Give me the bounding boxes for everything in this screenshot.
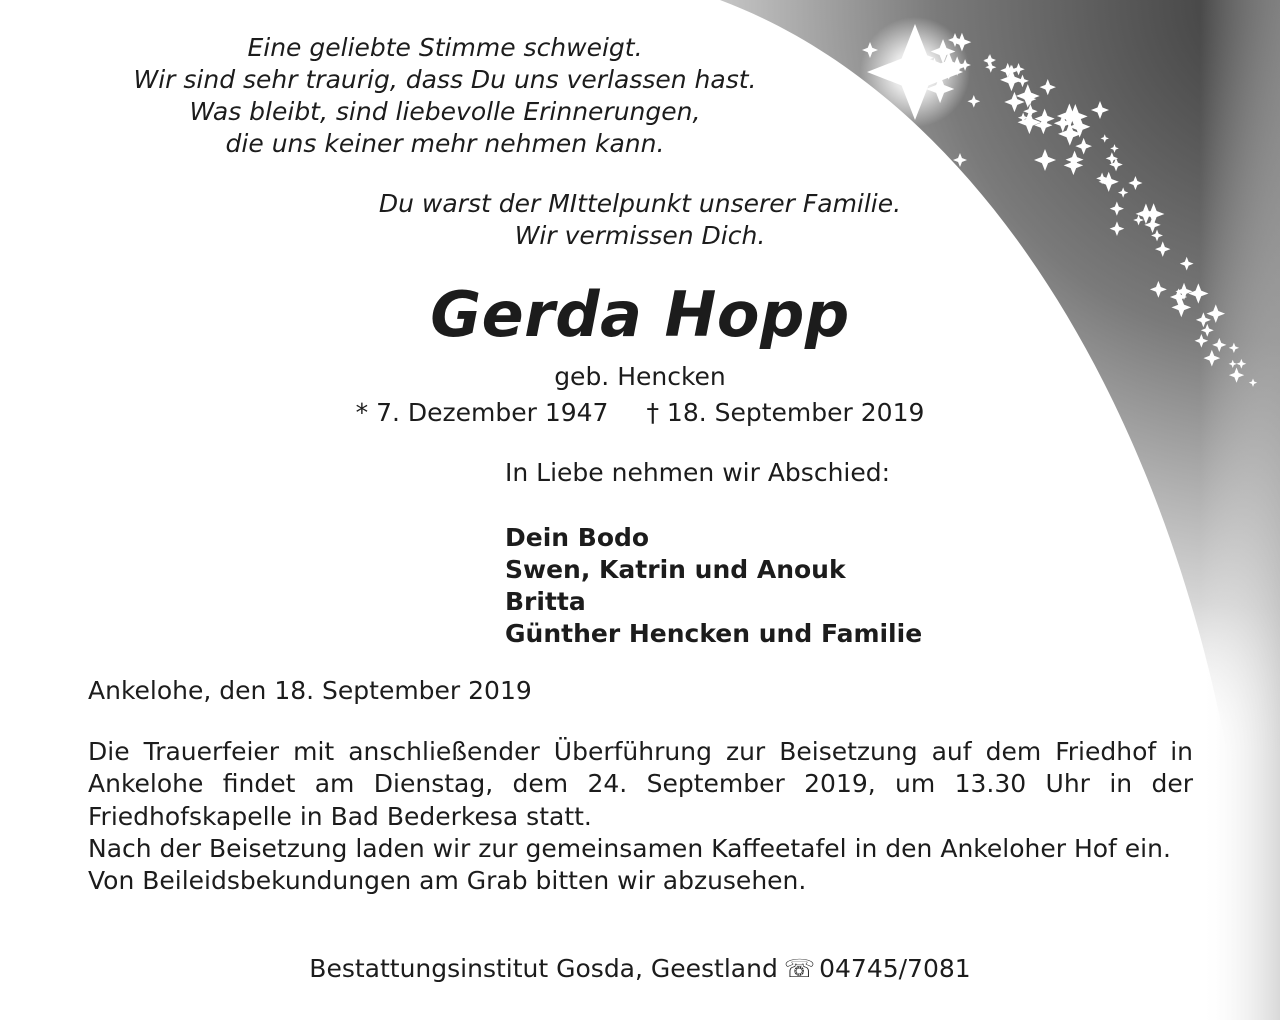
deceased-name: Gerda Hopp xyxy=(430,278,850,351)
poem-line: die uns keiner mehr nehmen kann. xyxy=(225,129,665,158)
poem-stanza-1 xyxy=(90,32,800,160)
notice-paragraph: Die Trauerfeier mit anschließender Überführung zur Beisetzung auf dem Friedhof in Ankelohe findet am Dienstag, dem 24. September 2019, um 13.30 Uhr in der Friedhofskapelle in Bad Bederkesa statt. xyxy=(88,737,1193,831)
life-dates xyxy=(240,398,1040,427)
mourner: Swen, Katrin und Anouk xyxy=(505,555,846,584)
notice-paragraph: Nach der Beisetzung laden wir zur gemeinsamen Kaffeetafel in den Ankeloher Hof ein. xyxy=(88,833,1171,863)
poem-line: Wir sind sehr traurig, dass Du uns verlassen hast. xyxy=(133,65,757,94)
mourner: Britta xyxy=(505,587,586,616)
farewell-intro: In Liebe nehmen wir Abschied: xyxy=(505,458,891,487)
funeral-home-name: Bestattungsinstitut Gosda, Geestland xyxy=(309,954,778,983)
poem-line: Du warst der MIttelpunkt unserer Familie. xyxy=(378,189,902,218)
funeral-home-line xyxy=(240,954,1040,983)
mourner: Dein Bodo xyxy=(505,523,650,552)
maiden-name: geb. Hencken xyxy=(554,362,726,391)
poem-line: Eine geliebte Stimme schweigt. xyxy=(247,33,643,62)
notice-paragraph: Von Beileidsbekundungen am Grab bitten wir abzusehen. xyxy=(88,866,807,896)
right-edge-shade xyxy=(1200,0,1280,1020)
poem-line: Wir vermissen Dich. xyxy=(514,221,766,250)
poem-line: Was bleibt, sind liebevolle Erinnerungen, xyxy=(189,97,701,126)
place-and-date: Ankelohe, den 18. September 2019 xyxy=(88,676,532,705)
funeral-notice xyxy=(88,736,1193,897)
mourners-list xyxy=(505,522,922,650)
death-date: † 18. September 2019 xyxy=(646,398,925,427)
telephone-icon: ☏ xyxy=(783,954,816,983)
star-glow xyxy=(860,17,970,127)
funeral-home-phone: 04745/7081 xyxy=(819,954,971,983)
mourner: Günther Hencken und Familie xyxy=(505,619,923,648)
poem-stanza-2 xyxy=(320,188,960,252)
birth-date: * 7. Dezember 1947 xyxy=(355,398,609,427)
